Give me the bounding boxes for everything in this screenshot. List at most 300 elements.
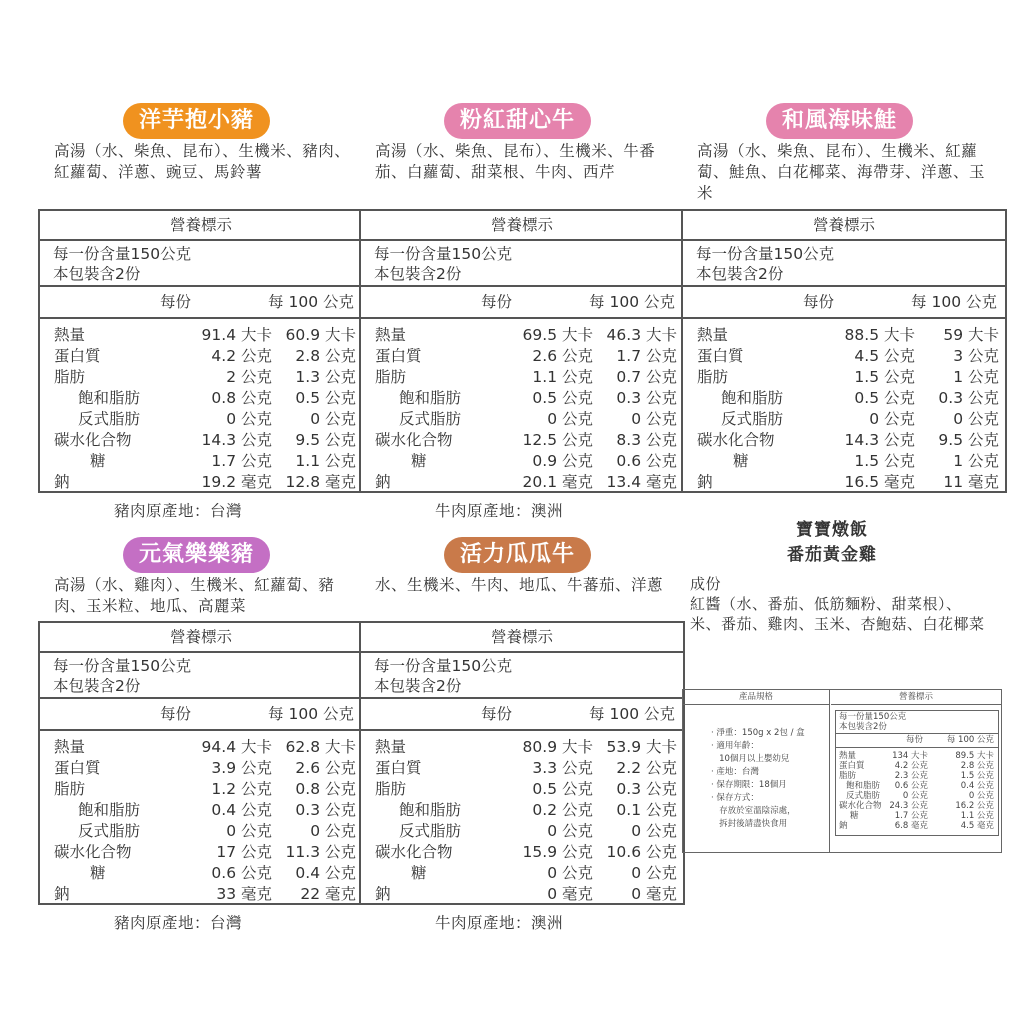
serving-info [361,653,683,699]
value-per-serving: 4.2 公克 [894,761,928,771]
nutrient-label: 糖 [411,864,427,882]
special-title-line2: 番茄黃金雞 [787,545,877,565]
nutrition-row [40,451,362,472]
special-title-line1: 寶寶燉飯 [796,520,868,540]
product-name-badge: 和風海味鮭 [766,103,913,139]
nutrition-table-header: 營養標示 [361,211,683,241]
value-per-serving: 0.6 公克 [211,864,272,882]
nutrient-label: 鈉 [375,473,391,491]
col-per-serving: 每份 [160,705,192,723]
mini-nutrition-row [836,801,998,811]
serving-size: 每一份量150公克 [839,712,907,722]
bullet-icon: ‧ [711,728,717,738]
spec-item [711,727,829,740]
value-per-100g: 0 公克 [953,410,999,428]
ingredients-text: 水、生機米、牛肉、地瓜、牛蕃茄、洋蔥 [375,576,664,594]
value-per-100g: 12.8 毫克 [285,473,356,491]
nutrition-row [40,863,362,884]
nutrient-label: 脂肪 [375,780,407,798]
nutrition-row [361,821,683,842]
bullet-icon: ‧ [711,741,717,751]
nutrition-rows [361,319,683,491]
value-per-serving: 0.9 公克 [532,452,593,470]
spec-text: 適用年齡： [716,741,759,751]
nutrition-row [683,430,1005,451]
value-per-100g: 46.3 大卡 [606,326,677,344]
column-headers [361,699,683,731]
value-per-serving: 12.5 公克 [522,431,593,449]
value-per-serving: 1.2 公克 [211,780,272,798]
value-per-100g: 0 公克 [631,864,677,882]
spec-item [711,740,829,753]
value-per-serving: 15.9 公克 [522,843,593,861]
nutrient-label: 脂肪 [697,368,729,386]
value-per-serving: 0 公克 [869,410,915,428]
value-per-100g: 1.7 公克 [616,347,677,365]
nutrition-row [361,779,683,800]
nutrition-row [40,430,362,451]
col-per-100g: 每 100 公克 [589,293,675,311]
nutrition-table [359,209,685,493]
serving-size: 每一份含量150公克 [374,657,513,675]
spec-item [711,753,829,766]
nutrient-label: 蛋白質 [54,347,101,365]
nutrient-label: 熱量 [839,751,857,761]
nutrient-label: 熱量 [375,326,407,344]
value-per-serving: 0 公克 [226,822,272,840]
mini-rows [836,748,998,835]
value-per-serving: 1.5 公克 [854,452,915,470]
mini-column-headers [836,734,998,748]
nutrition-table-header: 營養標示 [40,623,362,653]
nutrient-label: 碳水化合物 [697,431,775,449]
spec-item [711,779,829,792]
nutrition-table-header: 營養標示 [361,623,683,653]
mini-serving-info [836,711,998,734]
nutrient-label: 蛋白質 [54,759,101,777]
nutrient-label: 反式脂肪 [721,410,784,428]
spec-text: 存放於室溫陰涼處， [719,806,796,816]
nutrient-label: 鈉 [697,473,713,491]
nutrient-label: 碳水化合物 [375,431,453,449]
nutrient-label: 糖 [90,864,106,882]
value-per-serving: 17 公克 [216,843,272,861]
value-per-100g: 0.3 公克 [616,389,677,407]
nutrient-label: 脂肪 [839,771,857,781]
nutrition-row [361,737,683,758]
serving-size: 每一份含量150公克 [374,245,513,263]
ingredients-text: 高湯（水、雞肉）、生機米、紅蘿蔔、豬肉、玉米粒、地瓜、高麗菜 [54,576,335,615]
value-per-100g: 0.1 公克 [616,801,677,819]
column-headers [361,287,683,319]
ingredients-text: 高湯（水、柴魚、昆布）、生機米、牛番茄、白蘿蔔、甜菜根、牛肉、西芹 [375,142,656,181]
value-per-100g: 2.2 公克 [616,759,677,777]
product-name-badge: 活力瓜瓜牛 [444,537,591,573]
value-per-serving: 4.5 公克 [854,347,915,365]
nutrition-row [40,367,362,388]
mini-nutrition-section [831,690,1001,852]
value-per-100g: 89.5 大卡 [955,751,994,761]
nutrition-row [361,842,683,863]
value-per-serving: 0.5 公克 [532,389,593,407]
nutrient-label: 熱量 [375,738,407,756]
product-spec-panel [682,689,1002,853]
value-per-100g: 22 毫克 [300,885,356,903]
value-per-serving: 0 公克 [226,410,272,428]
value-per-100g: 0.5 公克 [295,389,356,407]
product-card [359,537,683,957]
nutrient-label: 反式脂肪 [399,410,462,428]
meat-origin: 牛肉原產地：澳洲 [435,502,564,520]
nutrient-label: 蛋白質 [839,761,865,771]
serving-info [683,241,1005,287]
value-per-serving: 2 公克 [226,368,272,386]
servings-per-pack: 本包裝含2份 [839,722,887,732]
nutrition-row [683,388,1005,409]
ingredients-text: 高湯（水、柴魚、昆布）、生機米、紅蘿蔔、鮭魚、白花椰菜、海帶芽、洋蔥、玉米 [697,142,986,202]
value-per-100g: 1.1 公克 [960,811,994,821]
nutrition-row [40,472,362,493]
col-per-100g: 每 100 公克 [268,705,354,723]
value-per-100g: 0.4 公克 [960,781,994,791]
spec-text: 保存期限：18個月 [716,780,787,790]
special-product-title [782,518,882,568]
nutrition-row [40,409,362,430]
spec-item [711,766,829,779]
value-per-100g: 8.3 公克 [616,431,677,449]
value-per-100g: 59 大卡 [943,326,999,344]
value-per-100g: 60.9 大卡 [285,326,356,344]
value-per-100g: 1.3 公克 [295,368,356,386]
value-per-100g: 0 公克 [631,410,677,428]
value-per-serving: 0.6 公克 [894,781,928,791]
nutrient-label: 碳水化合物 [54,431,132,449]
nutrition-row [361,472,683,493]
nutrition-row [361,800,683,821]
spec-item [711,818,829,831]
value-per-serving: 3.9 公克 [211,759,272,777]
servings-per-pack: 本包裝含2份 [53,265,141,283]
value-per-100g: 4.5 毫克 [960,821,994,831]
nutrient-label: 反式脂肪 [78,822,141,840]
value-per-100g: 0 公克 [968,791,994,801]
nutrient-label: 蛋白質 [697,347,744,365]
nutrition-row [683,472,1005,493]
column-headers [40,699,362,731]
value-per-100g: 2.6 公克 [295,759,356,777]
spec-item [711,792,829,805]
serving-size: 每一份含量150公克 [696,245,835,263]
ingredients-text: 紅醬（水、番茄、低筋麵粉、甜菜根）、米、番茄、雞肉、玉米、杏鮑菇、白花椰菜 [690,595,985,633]
value-per-100g: 11.3 公克 [285,843,356,861]
spec-list [683,705,829,831]
spec-text: 10個月以上嬰幼兒 [719,754,790,764]
value-per-serving: 2.3 公克 [894,771,928,781]
nutrient-label: 脂肪 [54,368,86,386]
nutrient-label: 碳水化合物 [375,843,453,861]
meat-origin: 豬肉原產地：台灣 [114,502,243,520]
nutrition-row [683,409,1005,430]
value-per-serving: 16.5 毫克 [844,473,915,491]
nutrient-label: 脂肪 [375,368,407,386]
nutrition-table [38,209,364,493]
col-per-serving: 每份 [481,293,513,311]
nutrition-row [361,346,683,367]
nutrient-label: 飽和脂肪 [846,781,881,791]
value-per-100g: 0.3 公克 [938,389,999,407]
nutrient-label: 飽和脂肪 [399,389,462,407]
value-per-100g: 0.3 公克 [616,780,677,798]
bullet-icon [711,754,719,764]
nutrient-label: 熱量 [697,326,729,344]
spec-text: 保存方式： [716,793,759,803]
col-per-100g: 每 100 公克 [946,735,994,745]
nutrient-label: 鈉 [54,473,70,491]
nutrient-label: 鈉 [54,885,70,903]
col-per-serving: 每份 [803,293,835,311]
value-per-serving: 1.1 公克 [532,368,593,386]
nutrient-label: 蛋白質 [375,347,422,365]
nutrient-label: 熱量 [54,326,86,344]
nutrition-row [40,325,362,346]
value-per-serving: 14.3 公克 [201,431,272,449]
serving-info [40,653,362,699]
nutrition-row [683,451,1005,472]
column-headers [40,287,362,319]
mini-nutrition-row [836,811,998,821]
value-per-serving: 94.4 大卡 [201,738,272,756]
value-per-serving: 4.2 公克 [211,347,272,365]
bullet-icon: ‧ [711,793,717,803]
product-card [38,537,362,957]
value-per-serving: 0.5 公克 [854,389,915,407]
value-per-serving: 0 毫克 [547,885,593,903]
value-per-serving: 0 公克 [902,791,928,801]
col-per-100g: 每 100 公克 [268,293,354,311]
nutrient-label: 糖 [90,452,106,470]
nutrition-row [40,737,362,758]
value-per-100g: 13.4 毫克 [606,473,677,491]
value-per-serving: 134 大卡 [892,751,928,761]
nutrient-label: 反式脂肪 [846,791,881,801]
meat-origin: 豬肉原產地：台灣 [114,914,243,932]
nutrient-label: 飽和脂肪 [78,389,141,407]
col-per-serving: 每份 [481,705,513,723]
value-per-serving: 0.4 公克 [211,801,272,819]
serving-info [40,241,362,287]
product-name-badge: 元氣樂樂豬 [123,537,270,573]
value-per-serving: 80.9 大卡 [522,738,593,756]
nutrient-label: 飽和脂肪 [78,801,141,819]
spec-text: 拆封後請盡快食用 [719,819,788,829]
mini-nutrition-row [836,781,998,791]
nutrition-rows [683,319,1005,491]
value-per-100g: 9.5 公克 [295,431,356,449]
nutrition-table [38,621,364,905]
value-per-serving: 69.5 大卡 [522,326,593,344]
nutrient-label: 糖 [733,452,749,470]
nutrition-row [683,367,1005,388]
nutrient-label: 飽和脂肪 [721,389,784,407]
servings-per-pack: 本包裝含2份 [53,677,141,695]
value-per-100g: 16.2 公克 [955,801,994,811]
nutrition-row [361,863,683,884]
nutrient-label: 碳水化合物 [839,801,882,811]
value-per-serving: 33 毫克 [216,885,272,903]
nutrient-label: 反式脂肪 [399,822,462,840]
product-name-badge: 洋芋抱小豬 [123,103,270,139]
value-per-100g: 1 公克 [953,452,999,470]
value-per-100g: 3 公克 [953,347,999,365]
nutrition-table [359,621,685,905]
value-per-serving: 91.4 大卡 [201,326,272,344]
value-per-serving: 0 公克 [547,864,593,882]
spec-section [683,690,830,852]
nutrient-label: 碳水化合物 [54,843,132,861]
nutrition-row [40,821,362,842]
meat-origin: 牛肉原產地：澳洲 [435,914,564,932]
value-per-serving: 20.1 毫克 [522,473,593,491]
mini-nutrition-row [836,791,998,801]
value-per-100g: 9.5 公克 [938,431,999,449]
value-per-serving: 0 公克 [547,410,593,428]
serving-size: 每一份含量150公克 [53,245,192,263]
serving-info [361,241,683,287]
nutrition-row [361,884,683,905]
value-per-100g: 0.4 公克 [295,864,356,882]
bullet-icon: ‧ [711,767,717,777]
nutrition-row [40,842,362,863]
col-per-100g: 每 100 公克 [589,705,675,723]
mini-nutrition-row [836,771,998,781]
nutrition-row [40,884,362,905]
col-per-100g: 每 100 公克 [911,293,997,311]
value-per-serving: 88.5 大卡 [844,326,915,344]
value-per-serving: 14.3 公克 [844,431,915,449]
nutrition-table [681,209,1007,493]
nutrient-label: 脂肪 [54,780,86,798]
nutrition-row [361,758,683,779]
mini-nutrition-row [836,751,998,761]
value-per-100g: 0.3 公克 [295,801,356,819]
nutrition-row [40,779,362,800]
nutrient-label: 熱量 [54,738,86,756]
nutrition-row [361,451,683,472]
value-per-100g: 0 毫克 [631,885,677,903]
nutrition-rows [40,731,362,903]
value-per-100g: 2.8 公克 [295,347,356,365]
mini-nutrition-table [835,710,999,836]
nutrient-label: 糖 [850,811,859,821]
ingredients-text: 高湯（水、柴魚、昆布）、生機米、豬肉、紅蘿蔔、洋蔥、豌豆、馬鈴薯 [54,142,351,181]
column-headers [683,287,1005,319]
nutrition-row [683,346,1005,367]
product-card [359,103,683,523]
value-per-100g: 11 毫克 [943,473,999,491]
nutrition-row [361,325,683,346]
spec-header: 產品規格 [683,690,829,705]
product-card [681,103,1005,523]
value-per-100g: 0.8 公克 [295,780,356,798]
nutrient-label: 飽和脂肪 [399,801,462,819]
nutrition-row [683,325,1005,346]
value-per-serving: 19.2 毫克 [201,473,272,491]
nutrient-label: 蛋白質 [375,759,422,777]
nutrient-label: 反式脂肪 [78,410,141,428]
value-per-serving: 0 公克 [547,822,593,840]
nutrient-label: 糖 [411,452,427,470]
nutrient-label: 鈉 [839,821,848,831]
value-per-serving: 0.2 公克 [532,801,593,819]
col-per-serving: 每份 [906,735,924,745]
nutrition-row [361,388,683,409]
spec-item [711,805,829,818]
bullet-icon: ‧ [711,780,717,790]
value-per-100g: 0.6 公克 [616,452,677,470]
servings-per-pack: 本包裝含2份 [374,265,462,283]
nutrition-row [361,367,683,388]
value-per-serving: 3.3 公克 [532,759,593,777]
nutrition-row [361,409,683,430]
value-per-serving: 2.6 公克 [532,347,593,365]
product-name-badge: 粉紅甜心牛 [444,103,591,139]
nutrition-rows [361,731,683,903]
spec-text: 淨重：150g x 2包 / 盒 [716,728,805,738]
nutrition-row [40,758,362,779]
mini-nutrition-row [836,821,998,831]
bullet-icon [711,819,719,829]
nutrition-table-header: 營養標示 [683,211,1005,241]
value-per-100g: 1.1 公克 [295,452,356,470]
nutrition-rows [40,319,362,491]
mini-nutrition-header: 營養標示 [831,690,1001,705]
servings-per-pack: 本包裝含2份 [374,677,462,695]
nutrition-table-header: 營養標示 [40,211,362,241]
value-per-100g: 10.6 公克 [606,843,677,861]
mini-nutrition-row [836,761,998,771]
servings-per-pack: 本包裝含2份 [696,265,784,283]
value-per-serving: 6.8 毫克 [894,821,928,831]
value-per-100g: 62.8 大卡 [285,738,356,756]
value-per-100g: 0 公克 [310,410,356,428]
special-ingredients [690,574,990,634]
value-per-serving: 24.3 公克 [889,801,928,811]
value-per-100g: 0 公克 [310,822,356,840]
value-per-100g: 1 公克 [953,368,999,386]
value-per-100g: 0 公克 [631,822,677,840]
value-per-100g: 1.5 公克 [960,771,994,781]
ingredients-heading: 成份 [690,575,722,593]
value-per-100g: 2.8 公克 [960,761,994,771]
value-per-serving: 1.7 公克 [894,811,928,821]
spec-text: 產地：台灣 [716,767,759,777]
value-per-serving: 0.8 公克 [211,389,272,407]
serving-size: 每一份含量150公克 [53,657,192,675]
col-per-serving: 每份 [160,293,192,311]
nutrition-row [40,346,362,367]
nutrition-row [40,388,362,409]
product-card [38,103,362,523]
value-per-serving: 0.5 公克 [532,780,593,798]
nutrient-label: 鈉 [375,885,391,903]
nutrition-row [40,800,362,821]
value-per-100g: 53.9 大卡 [606,738,677,756]
value-per-serving: 1.7 公克 [211,452,272,470]
nutrition-row [361,430,683,451]
value-per-serving: 1.5 公克 [854,368,915,386]
bullet-icon [711,806,719,816]
value-per-100g: 0.7 公克 [616,368,677,386]
